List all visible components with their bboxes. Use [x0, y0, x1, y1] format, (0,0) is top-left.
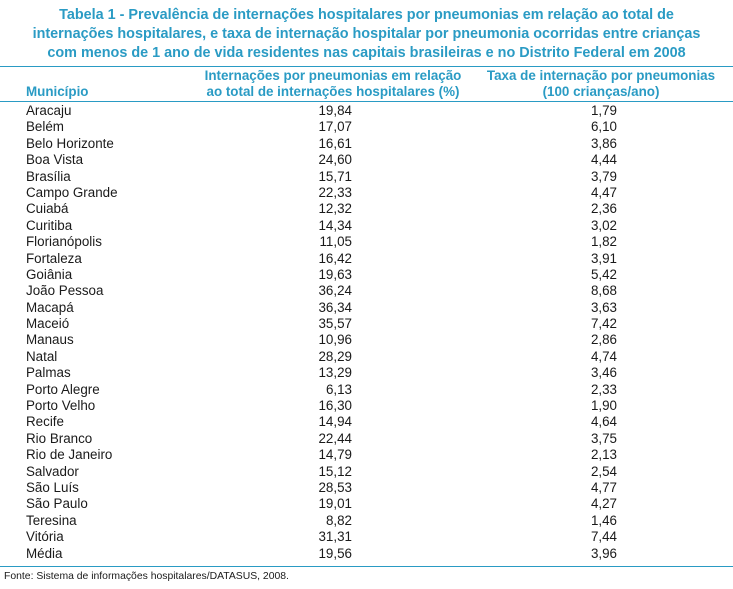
cell-internacoes: 11,05 — [319, 234, 352, 250]
table-row — [0, 496, 733, 512]
cell-internacoes: 15,12 — [318, 463, 352, 479]
cell-taxa: 4,64 — [590, 414, 617, 430]
cell-municipio: Rio de Janeiro — [26, 447, 113, 463]
cell-taxa: 1,82 — [590, 234, 617, 250]
table-row — [0, 201, 733, 217]
cell-internacoes: 14,79 — [318, 447, 352, 463]
cell-taxa: 7,42 — [590, 316, 617, 332]
table-row — [0, 218, 733, 234]
table-row — [0, 185, 733, 201]
table-row — [0, 480, 733, 496]
cell-municipio: Palmas — [26, 365, 71, 381]
cell-taxa: 3,79 — [590, 168, 617, 184]
cell-internacoes: 10,96 — [318, 332, 352, 348]
cell-municipio: Belo Horizonte — [26, 135, 114, 151]
table-row — [0, 529, 733, 545]
cell-taxa: 4,74 — [590, 348, 617, 364]
cell-internacoes: 19,01 — [318, 496, 352, 512]
table-row — [0, 349, 733, 365]
cell-municipio: São Luís — [26, 479, 79, 495]
header-top-rule — [0, 66, 733, 67]
cell-internacoes: 28,53 — [318, 479, 352, 495]
cell-municipio: Brasília — [26, 168, 71, 184]
cell-taxa: 4,77 — [590, 479, 617, 495]
header-taxa-line2: (100 crianças/ano) — [542, 83, 660, 99]
table-row — [0, 234, 733, 250]
cell-municipio: Cuiabá — [26, 201, 69, 217]
table-title-line: internações hospitalares, e taxa de internação hospitalar por pneumonia ocorridas entre crianças — [32, 26, 701, 42]
table-row — [0, 267, 733, 283]
table-row — [0, 251, 733, 267]
header-internacoes — [197, 68, 469, 99]
table-title-line: com menos de 1 ano de vida residentes nas capitais brasileiras e no Distrito Federal em 2008 — [47, 45, 686, 61]
cell-internacoes: 6,13 — [325, 381, 352, 397]
table-row — [0, 546, 733, 562]
cell-internacoes: 16,42 — [318, 250, 352, 266]
cell-municipio: Macapá — [26, 299, 74, 315]
cell-taxa: 2,33 — [590, 381, 617, 397]
table-row — [0, 119, 733, 135]
table-row — [0, 332, 733, 348]
cell-internacoes: 12,32 — [318, 201, 352, 217]
cell-internacoes: 28,29 — [318, 348, 352, 364]
table-row — [0, 152, 733, 168]
cell-taxa: 2,54 — [590, 463, 617, 479]
table-row — [0, 316, 733, 332]
cell-internacoes: 22,44 — [318, 430, 352, 446]
cell-internacoes: 31,31 — [318, 529, 352, 545]
cell-internacoes: 16,61 — [318, 135, 352, 151]
cell-taxa: 8,68 — [590, 283, 617, 299]
cell-municipio: Florianópolis — [26, 234, 102, 250]
table-row — [0, 283, 733, 299]
cell-internacoes: 19,84 — [318, 103, 352, 118]
cell-internacoes: 35,57 — [318, 316, 352, 332]
table-row — [0, 447, 733, 463]
cell-internacoes: 36,34 — [318, 299, 352, 315]
cell-municipio: Manaus — [26, 332, 74, 348]
cell-taxa: 1,46 — [590, 512, 617, 528]
cell-taxa: 7,44 — [590, 529, 617, 545]
cell-municipio: Curitiba — [26, 217, 73, 233]
table-row — [0, 300, 733, 316]
table-row — [0, 414, 733, 430]
cell-internacoes: 13,29 — [318, 365, 352, 381]
cell-municipio: Porto Velho — [26, 398, 96, 414]
cell-taxa: 3,02 — [590, 217, 617, 233]
cell-taxa: 3,96 — [590, 545, 617, 561]
header-internacoes-line2: ao total de internações hospitalares (%) — [206, 83, 460, 99]
cell-taxa: 1,79 — [590, 103, 617, 118]
table-row — [0, 382, 733, 398]
cell-municipio: Aracaju — [26, 103, 72, 118]
cell-municipio: Goiânia — [26, 266, 73, 282]
cell-municipio: Teresina — [26, 512, 77, 528]
cell-municipio: Média — [26, 545, 63, 561]
cell-taxa: 4,44 — [590, 152, 617, 168]
cell-taxa: 5,42 — [590, 266, 617, 282]
cell-internacoes: 36,24 — [318, 283, 352, 299]
table-title — [0, 6, 733, 63]
cell-taxa: 3,46 — [590, 365, 617, 381]
cell-taxa: 3,91 — [590, 250, 617, 266]
cell-taxa: 3,63 — [590, 299, 617, 315]
cell-municipio: São Paulo — [26, 496, 88, 512]
cell-municipio: Recife — [26, 414, 64, 430]
cell-municipio: João Pessoa — [26, 283, 104, 299]
cell-municipio: Fortaleza — [26, 250, 82, 266]
cell-municipio: Salvador — [26, 463, 79, 479]
table-row — [0, 169, 733, 185]
cell-municipio: Belém — [26, 119, 64, 135]
table-body — [0, 103, 733, 562]
cell-internacoes: 14,94 — [318, 414, 352, 430]
cell-taxa: 2,13 — [590, 447, 617, 463]
table-row — [0, 431, 733, 447]
header-internacoes-line1: Internações por pneumonias em relação — [204, 68, 462, 83]
cell-taxa: 3,75 — [590, 430, 617, 446]
header-taxa-line1: Taxa de internação por pneumonias — [486, 68, 716, 83]
cell-internacoes: 14,34 — [318, 217, 352, 233]
cell-internacoes: 19,56 — [318, 545, 352, 561]
table-row — [0, 365, 733, 381]
cell-internacoes: 8,82 — [325, 512, 352, 528]
table-row — [0, 136, 733, 152]
table-row — [0, 103, 733, 119]
cell-municipio: Maceió — [26, 316, 70, 332]
cell-taxa: 2,86 — [590, 332, 617, 348]
cell-internacoes: 17,07 — [318, 119, 352, 135]
table-row — [0, 398, 733, 414]
cell-municipio: Porto Alegre — [26, 381, 100, 397]
cell-internacoes: 15,71 — [318, 168, 352, 184]
table-row — [0, 513, 733, 529]
cell-municipio: Boa Vista — [26, 152, 84, 168]
cell-municipio: Natal — [26, 348, 58, 364]
cell-taxa: 4,27 — [590, 496, 617, 512]
table-bottom-rule — [0, 566, 733, 567]
cell-taxa: 6,10 — [590, 119, 617, 135]
cell-taxa: 2,36 — [590, 201, 617, 217]
source-note: Fonte: Sistema de informações hospitalares/DATASUS, 2008. — [4, 571, 289, 582]
cell-taxa: 3,86 — [590, 135, 617, 151]
cell-internacoes: 24,60 — [318, 152, 352, 168]
header-municipio: Município — [26, 84, 89, 99]
cell-municipio: Rio Branco — [26, 430, 93, 446]
cell-taxa: 1,90 — [590, 398, 617, 414]
cell-internacoes: 22,33 — [318, 184, 352, 200]
cell-municipio: Vitória — [26, 529, 64, 545]
table-title-line: Tabela 1 - Prevalência de internações hospitalares por pneumonias em relação ao total de — [59, 7, 674, 23]
header-taxa — [470, 68, 732, 99]
cell-internacoes: 19,63 — [318, 266, 352, 282]
cell-internacoes: 16,30 — [318, 398, 352, 414]
cell-municipio: Campo Grande — [26, 184, 118, 200]
cell-taxa: 4,47 — [590, 184, 617, 200]
table-row — [0, 464, 733, 480]
header-bottom-rule — [0, 101, 733, 102]
